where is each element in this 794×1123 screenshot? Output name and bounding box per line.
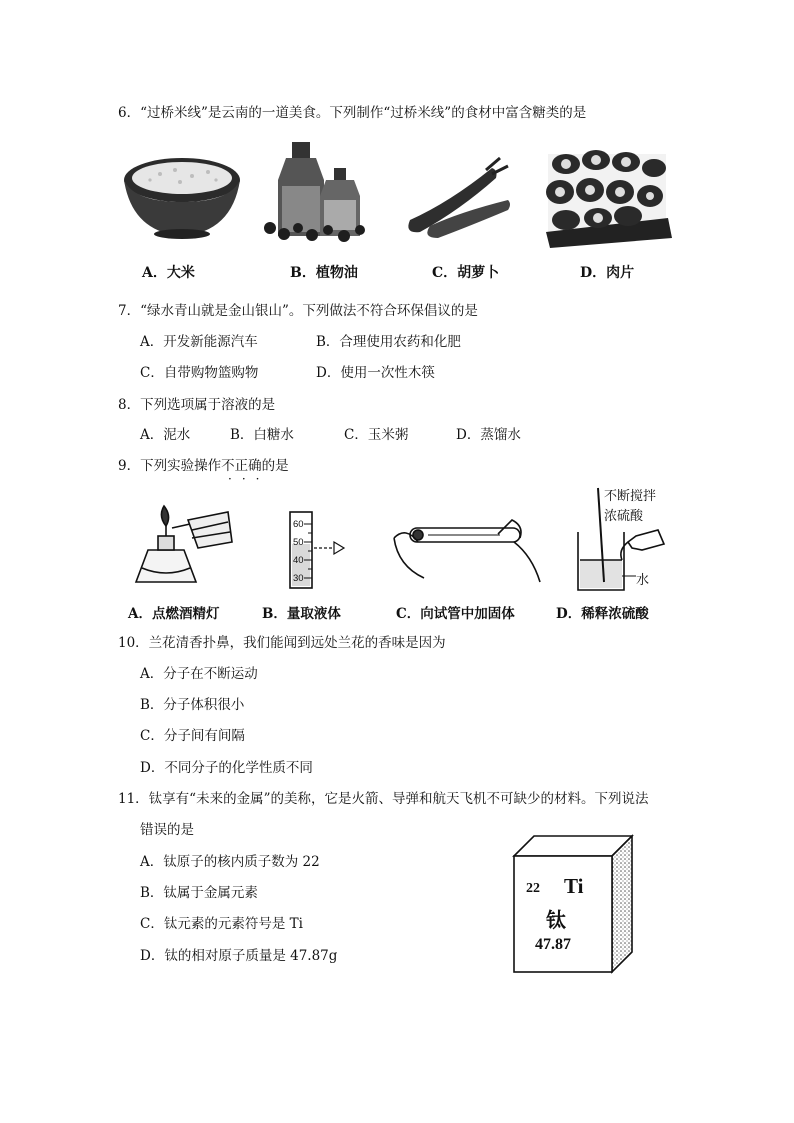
q8-option-d: D．蒸馏水 [456, 427, 521, 443]
cylinder-mark: 30 [293, 573, 304, 584]
q7-stem: 7．“绿水青山就是金山银山”。下列做法不符合环保倡议的是 [118, 303, 478, 319]
carrot-image [408, 158, 510, 238]
q9-option-b: B．量取液体 [262, 606, 341, 622]
q9-stem: 9．下列实验操作不正确的是 [118, 458, 289, 474]
test-tube-solid-image [394, 520, 540, 582]
q10-option-b: B．分子体积很小 [140, 697, 245, 713]
label-water: 水 [636, 573, 650, 588]
q9-option-d: D．稀释浓硫酸 [556, 606, 649, 622]
q8-option-c: C．玉米粥 [344, 427, 409, 443]
q11-option-d: D．钛的相对原子质量是 47.87g [140, 948, 338, 964]
q7-option-b: B．合理使用农药和化肥 [316, 334, 461, 350]
cylinder-mark: 40 [293, 555, 304, 566]
q10-option-c: C．分子间有间隔 [140, 728, 245, 744]
element-name: 钛 [546, 910, 566, 932]
element-symbol: Ti [564, 874, 584, 898]
q6-option-b: B．植物油 [290, 265, 358, 281]
q7-option-d: D．使用一次性木筷 [316, 365, 435, 381]
q10-option-a: A．分子在不断运动 [140, 666, 258, 682]
q10-stem: 10．兰花清香扑鼻，我们能闻到远处兰花的香味是因为 [118, 635, 446, 651]
element-atomic-number: 22 [526, 881, 540, 896]
q8-option-b: B．白糖水 [230, 427, 294, 443]
rice-bowl-image [124, 158, 240, 239]
q7-option-c: C．自带购物篮购物 [140, 365, 259, 381]
vegetable-oil-image [264, 142, 365, 242]
q11-stem-line2: 错误的是 [140, 822, 194, 838]
element-atomic-mass: 47.87 [535, 936, 571, 953]
q9-option-a: A．点燃酒精灯 [128, 606, 220, 622]
meat-slices-image [546, 150, 672, 248]
q6-option-c: C．胡萝卜 [432, 265, 500, 281]
q6-food-images [120, 140, 680, 252]
cylinder-mark: 60 [293, 519, 304, 530]
label-concentrated-acid: 浓硫酸 [604, 509, 644, 524]
alcohol-lamp-image [136, 506, 232, 582]
q6-option-d: D．肉片 [580, 265, 635, 281]
q11-option-b: B．钛属于金属元素 [140, 885, 258, 901]
q10-option-d: D．不同分子的化学性质不同 [140, 760, 313, 776]
q6-stem: 6．“过桥米线”是云南的一道美食。下列制作“过桥米线”的食材中富含糖类的是 [118, 105, 587, 121]
q7-option-a: A．开发新能源汽车 [140, 334, 258, 350]
cylinder-scale [293, 516, 304, 588]
element-cube-shape [512, 834, 634, 974]
q11-stem-line1: 11．钛享有“未来的金属”的美称，它是火箭、导弹和航天飞机不可缺少的材料。下列说法 [118, 791, 649, 807]
q11-option-c: C．钛元素的元素符号是 Ti [140, 916, 303, 932]
label-stirring: 不断搅拌 [604, 489, 657, 504]
q8-stem: 8．下列选项属于溶液的是 [118, 397, 276, 413]
q9-emphasis-dots: ··· [228, 472, 270, 486]
q6-option-a: A．大米 [142, 265, 195, 281]
q11-option-a: A．钛原子的核内质子数为 22 [140, 854, 320, 870]
q9-option-c: C．向试管中加固体 [396, 606, 515, 622]
q8-option-a: A．泥水 [140, 427, 191, 443]
cylinder-mark: 50 [293, 537, 304, 548]
titanium-element-card [512, 834, 634, 974]
